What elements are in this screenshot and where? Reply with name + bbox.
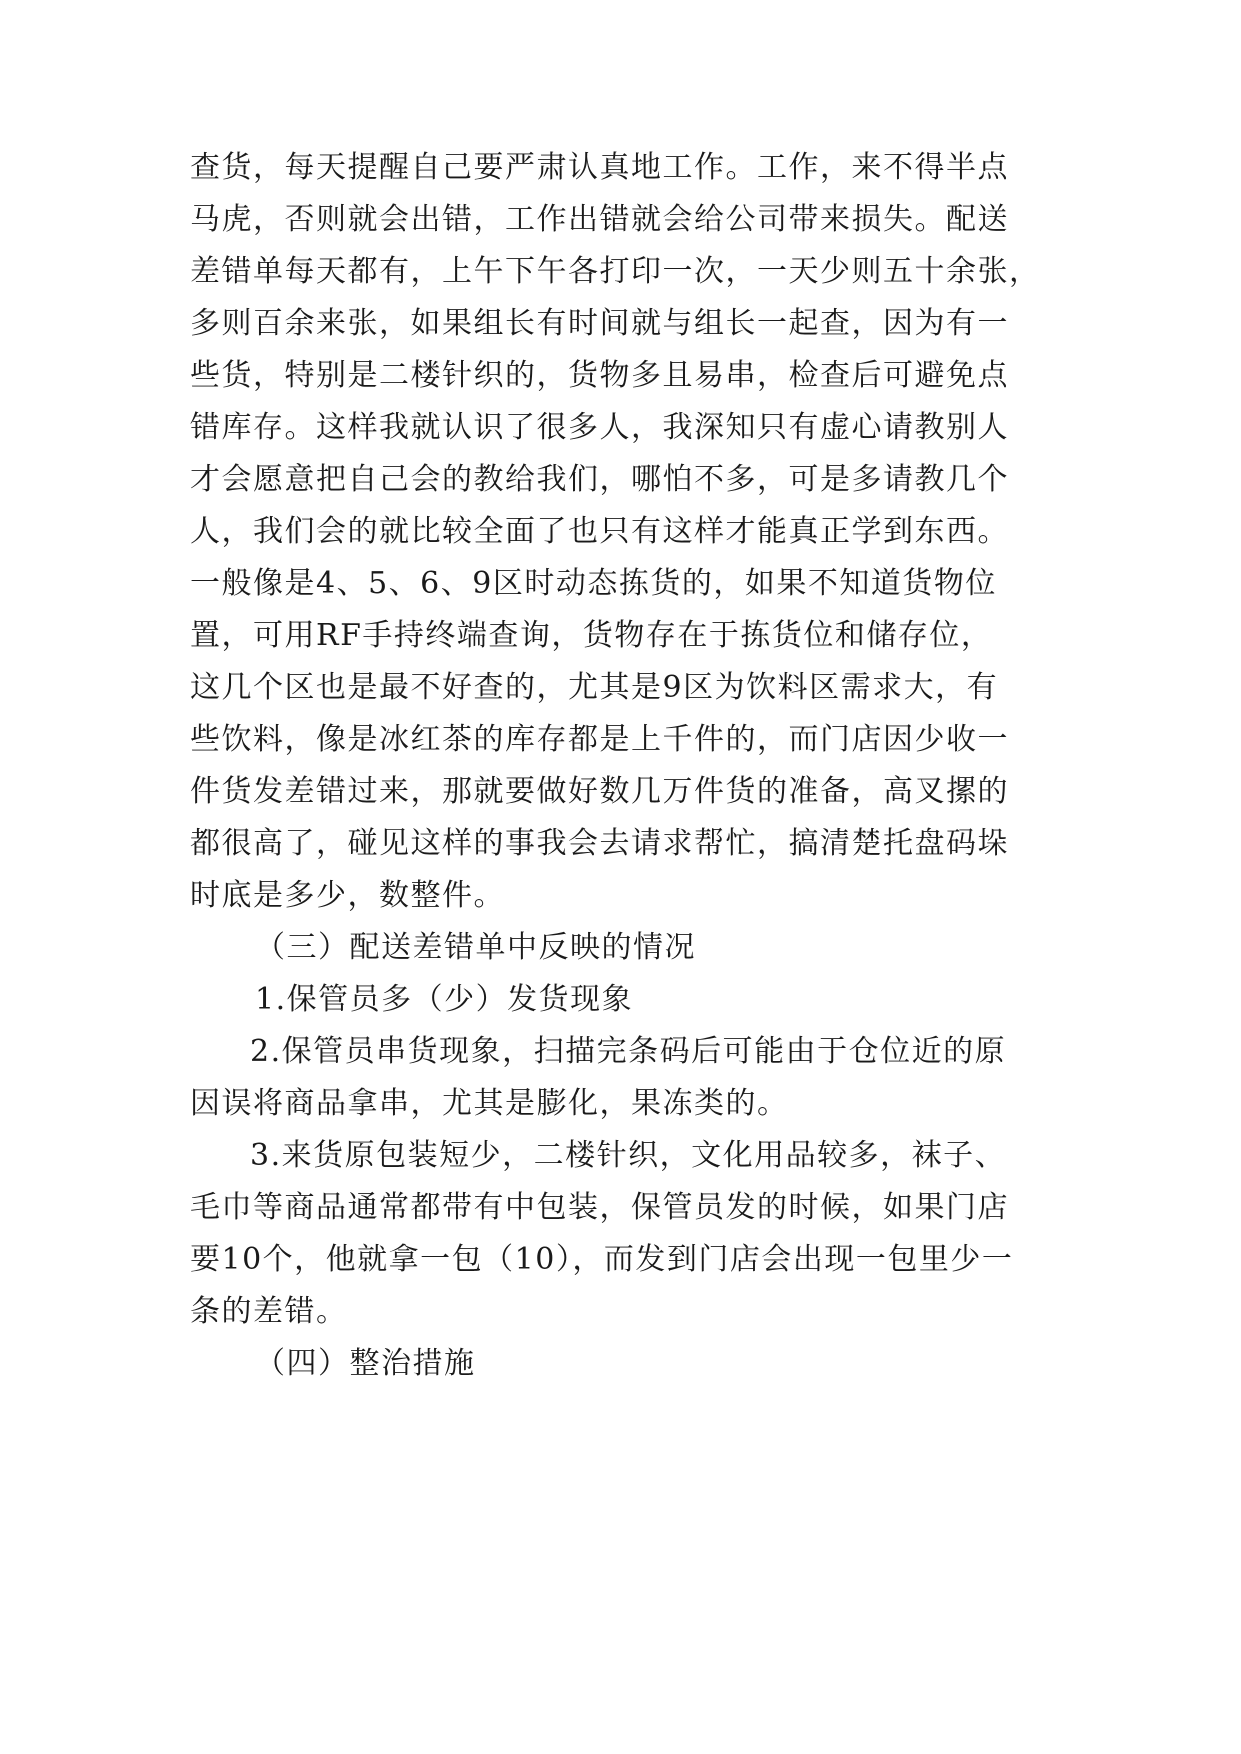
list-item: 1.保管员多（少）发货现象 [255,982,634,1017]
text-line: 要10个，他就拿一包（10），而发到门店会出现一包里少一 [190,1242,1014,1277]
text-line: 件货发差错过来，那就要做好数几万件货的准备，高叉摞的 [190,774,1009,809]
text-line: 些饮料，像是冰红茶的库存都是上千件的，而门店因少收一 [190,722,1009,757]
text-line: 人，我们会的就比较全面了也只有这样才能真正学到东西。 [190,514,1009,549]
text-line: 都很高了，碰见这样的事我会去请求帮忙，搞清楚托盘码垛 [190,826,1009,861]
text-line: 时底是多少，数整件。 [190,878,505,913]
list-item: 2.保管员串货现象，扫描完条码后可能由于仓位近的原 [250,1034,1007,1069]
text-line: 毛巾等商品通常都带有中包装，保管员发的时候，如果门店 [190,1190,1009,1225]
text-line: 这几个区也是最不好查的，尤其是9区为饮料区需求大，有 [190,670,999,705]
section-heading: （三）配送差错单中反映的情况 [255,930,696,965]
section-heading: （四）整治措施 [255,1346,476,1381]
text-line: 差错单每天都有，上午下午各打印一次，一天少则五十余张， [190,254,1041,289]
text-line: 查货，每天提醒自己要严肃认真地工作。工作，来不得半点 [190,150,1009,185]
list-item: 3.来货原包装短少，二楼针织，文化用品较多，袜子、 [250,1138,1007,1173]
text-line: 才会愿意把自己会的教给我们，哪怕不多，可是多请教几个 [190,462,1009,497]
text-line: 多则百余来张，如果组长有时间就与组长一起查，因为有一 [190,306,1009,341]
text-line: 些货，特别是二楼针织的，货物多且易串，检查后可避免点 [190,358,1009,393]
text-line: 错库存。这样我就认识了很多人，我深知只有虚心请教别人 [190,410,1009,445]
text-line: 置，可用RF手持终端查询，货物存在于拣货位和储存位， [190,618,993,653]
text-line: 条的差错。 [190,1294,348,1329]
text-line: 一般像是4、5、6、9区时动态拣货的，如果不知道货物位 [190,566,997,601]
text-line: 马虎，否则就会出错，工作出错就会给公司带来损失。配送 [190,202,1009,237]
text-line: 因误将商品拿串，尤其是膨化，果冻类的。 [190,1086,789,1121]
